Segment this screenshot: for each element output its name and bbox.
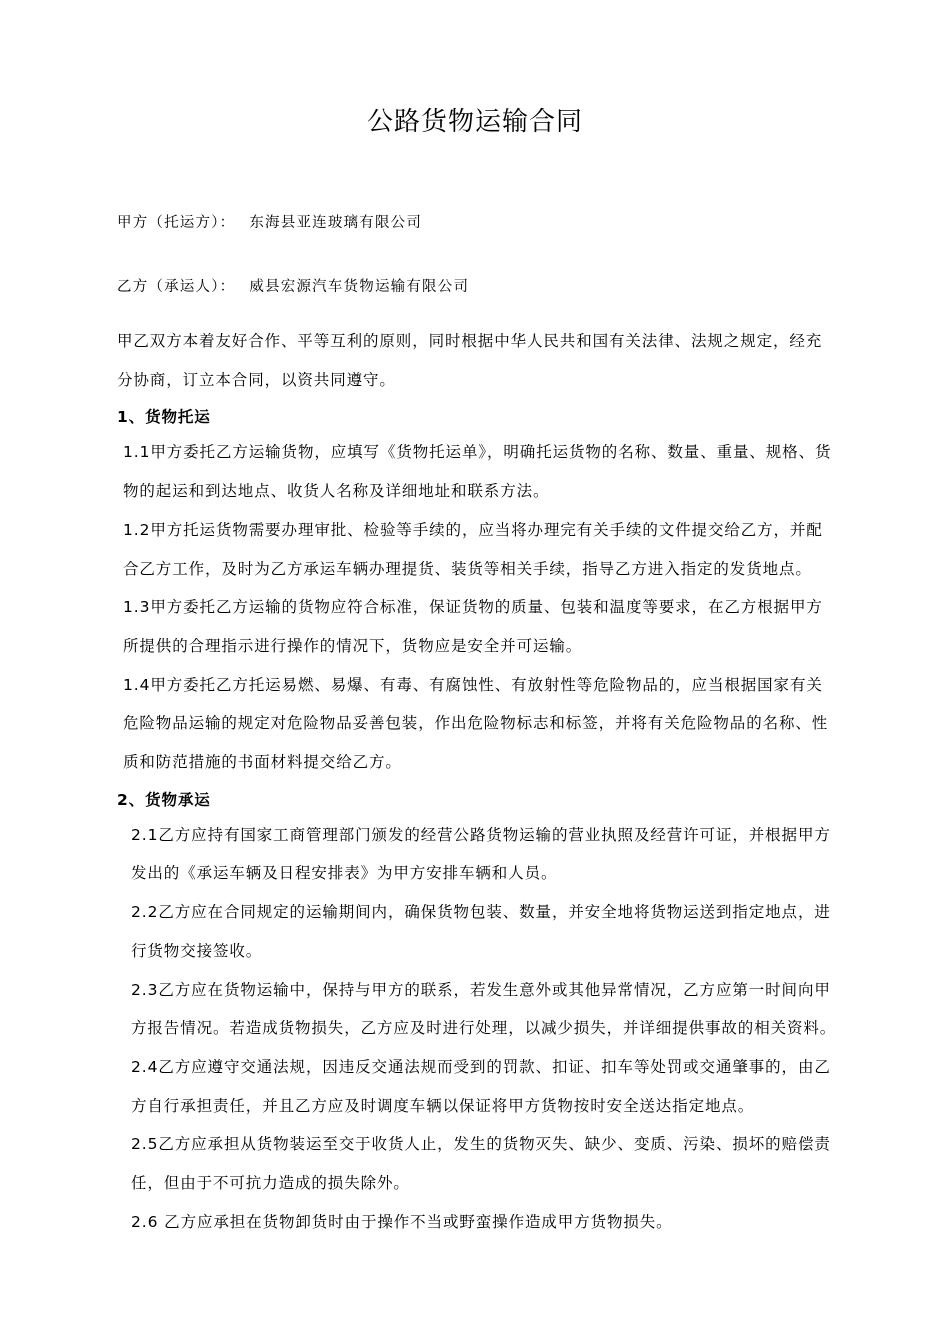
clause-2-4: 2.4乙方应遵守交通法规，因违反交通法规而受到的罚款、扣证、扣车等处罚或交通肇事的，由乙方自行承担责任，并且乙方应及时调度车辆以保证将甲方货物按时安全送达指定地点。 — [131, 1057, 831, 1115]
clause-2-5: 2.5乙方应承担从货物装运至交于收货人止，发生的货物灭失、缺少、变质、污染、损坏的赔偿责任，但由于不可抗力造成的损失除外。 — [131, 1135, 831, 1193]
party-a-line — [117, 212, 422, 234]
clause-2-3: 2.3乙方应在货物运输中，保持与甲方的联系，若发生意外或其他异常情况，乙方应第一时间向甲方报告情况。若造成货物损失，乙方应及时进行处理，以减少损失，并详细提供事故的相关资料。 — [131, 980, 837, 1038]
clause-2-1: 2.1乙方应持有国家工商管理部门颁发的经营公路货物运输的营业执照及经营许可证，并根据甲方发出的《承运车辆及日程安排表》为甲方安排车辆和人员。 — [131, 825, 831, 883]
party-a-name: 东海县亚连玻璃有限公司 — [249, 215, 423, 231]
section-heading: 2、货物承运 — [117, 790, 211, 809]
party-b-line — [117, 276, 469, 298]
clause-2-6: 2.6 乙方应承担在货物卸货时由于操作不当或野蛮操作造成甲方货物损失。 — [131, 1212, 673, 1231]
section-heading: 1、货物托运 — [117, 408, 211, 427]
party-b-label: 乙方（承运人）： — [117, 279, 236, 295]
clause-1-1: 1.1甲方委托乙方运输货物，应填写《货物托运单》，明确托运货物的名称、数量、重量、规格、货物的起运和到达地点、收货人名称及详细地址和联系方法。 — [123, 443, 832, 501]
clause-1-4: 1.4甲方委托乙方托运易燃、易爆、有毒、有腐蚀性、有放射性等危险物品的，应当根据国家有关危险物品运输的规定对危险物品妥善包装，作出危险物标志和标签，并将有关危险物品的名称、性质和防范措施的书面材料提交给乙方。 — [123, 675, 829, 772]
clause-1-3: 1.3甲方委托乙方运输的货物应符合标准，保证货物的质量、包装和温度等要求，在乙方根据甲方所提供的合理指示进行操作的情况下，货物应是安全并可运输。 — [123, 598, 823, 655]
party-b-name: 威县宏源汽车货物运输有限公司 — [249, 279, 470, 295]
document-title: 公路货物运输合同 — [366, 107, 583, 137]
party-a-label: 甲方（托运方）： — [117, 215, 236, 231]
contract-body — [117, 322, 837, 1241]
clause-1-2: 1.2甲方托运货物需要办理审批、检验等手续的，应当将办理完有关手续的文件提交给乙方，并配合乙方工作，及时为乙方承运车辆办理提货、装货等相关手续，指导乙方进入指定的发货地点。 — [123, 520, 823, 578]
intro-paragraph: 甲乙双方本着友好合作、平等互利的原则，同时根据中华人民共和国有关法律、法规之规定，经充分协商，订立本合同，以资共同遵守。 — [117, 332, 823, 389]
clause-2-2: 2.2乙方应在合同规定的运输期间内，确保货物包装、数量，并安全地将货物运送到指定地点，进行货物交接签收。 — [131, 903, 831, 960]
